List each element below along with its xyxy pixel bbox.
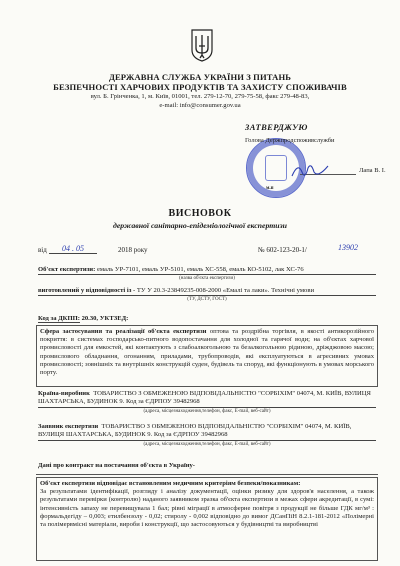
- object-value: емаль УР-7101, емаль УР-5101, емаль ХС-558, емаль КО-5102, лак ХС-76: [96, 266, 304, 273]
- verdict-heading: [0, 208, 400, 230]
- approval-role: Голова Держпродспоживслужби: [245, 137, 335, 144]
- contract-label: Дані про контракт на постачання об'єкта в Україну-: [38, 462, 195, 469]
- scope-text: оптова та роздрібна торгівля, в якості антикорозійного покриття: в системах господарсько-питного водопостачання для холодної та гарячої води; на об'єктах харчової промисловості для емкостей, які контактують з слабоалкогольною та безалкогольною рідиною, дріжджовою масою; промислового обладнання, огонанням, приладами, трубопроводів, які експлуатуються в агресивних умовах промисловості; зовнішніх та внутрішніх конструкцій суден, будівель та споруд, які функціонують в умовах морського порту.: [40, 328, 374, 377]
- object-caption: (назва об'єкта експертизи): [179, 276, 235, 282]
- code-field: [38, 315, 376, 323]
- stamp-emblem: [265, 155, 287, 181]
- manufactured-caption: (ТУ, ДСТУ, ГОСТ): [187, 297, 227, 303]
- contract-separator: [36, 474, 378, 475]
- scope-label: Сфера застосування та реалізації об'єкта експертизи: [40, 328, 207, 335]
- applicant-label: Заявник експертизи: [38, 423, 99, 430]
- object-field: [38, 266, 376, 284]
- verdict-title: ВИСНОВОК: [168, 208, 232, 219]
- approval-title: ЗАТВЕРДЖУЮ: [245, 122, 308, 132]
- agency-name-line2: БЕЗПЕЧНОСТІ ХАРЧОВИХ ПРОДУКТІВ ТА ЗАХИСТУ СПОЖИВАЧІВ: [53, 82, 347, 92]
- document-number-label: № 602-123-20-1/: [258, 246, 307, 254]
- applicant-text: ТОВАРИСТВО З ОБМЕЖЕНОЮ ВІДПОВІДАЛЬНІСТЮ "СОРБІХІМ" 04074, М. КИЇВ, ВУЛИЦЯ ШАХТАРСЬКА, БУДИНОК 9. Код за ЄДРПОУ 39482968: [38, 423, 352, 439]
- code-label: Код за ДКПП:: [38, 315, 80, 322]
- applicant-caption: (адреса, місцезнаходження,телефон, факс, E-mail, веб-сайт): [143, 441, 271, 447]
- agency-header: [0, 72, 400, 110]
- producer-caption: (адреса, місцезнаходження,телефон, факс, E-mail, веб-сайт): [143, 408, 271, 414]
- criteria-label: Об'єкт експертизи відповідає встановленим медичним критеріям безпеки/показникам:: [40, 480, 301, 487]
- producer-field: [38, 390, 376, 416]
- issue-year: 2018 року: [118, 246, 148, 254]
- agency-name-line1: ДЕРЖАВНА СЛУЖБА УКРАЇНИ З ПИТАНЬ: [108, 72, 292, 82]
- criteria-box: [36, 477, 378, 561]
- producer-text: ТОВАРИСТВО З ОБМЕЖЕНОЮ ВІДПОВІДАЛЬНІСТЮ "СОРБІХІМ" 04074, М. КИЇВ, ВУЛИЦЯ ШАХТАРСЬКА, БУДИНОК 9. Код за ЄДРПОУ 39482968: [38, 390, 371, 406]
- issue-date: 04 . 05: [49, 244, 97, 254]
- manufactured-label: виготовлений у відповідності із: [38, 287, 132, 294]
- document-number-handwritten: 13902: [338, 243, 358, 252]
- applicant-field: [38, 423, 376, 449]
- manufactured-value: - ТУ У 20.3-23849235-008-2000 «Емалі та лаки». Технічні умови: [133, 287, 314, 294]
- trident-emblem-icon: [190, 28, 214, 62]
- agency-address: вул. Б. Грінченка, 1, м. Київ, 01001, тел. 279-12-70, 279-75-58, факс 279-48-83,: [90, 93, 310, 100]
- object-label: Об'єкт експертизи:: [38, 266, 96, 273]
- manufactured-field: [38, 287, 376, 305]
- scope-box: [36, 325, 378, 387]
- approver-name: Лапа В. І.: [359, 167, 386, 174]
- verdict-subtitle: державної санітарно-епідеміологічної експертизи: [112, 221, 288, 230]
- approval-block: [242, 122, 392, 191]
- stamp-place-label: м.п: [266, 186, 274, 191]
- code-value: 20.30, УКТЗЕД:: [81, 315, 129, 322]
- criteria-text: За результатами ідентифікації, розгляду і аналізу документації, оцінки ризику для здоров'я населення, а також результатами перевірки (контролю) наданого заявником зразка об'єкта експертизи в межах сфери акредитації, в сумі: інтенсивність запаху не перевищувала 1 бал; рівні міграції в атмосферне повітря з продукції не більше ГДК мг/м³ : формальдегіду – 0,003; етилбензолу - 0,02; стиролу - 0,002 відповідно до вимог ДСанПіН 8.2.1-181-2012 «Полімерні та полімервмісні матеріали, вироби і конструкції, що застосовуються у будівництві та виробництві: [40, 488, 374, 529]
- date-prefix: від: [38, 246, 47, 254]
- contract-field: [38, 462, 376, 470]
- agency-email: e-mail: info@consumer.gov.ua: [159, 102, 241, 109]
- producer-label: Країна-виробник: [38, 390, 90, 397]
- handwritten-signature: [290, 160, 330, 182]
